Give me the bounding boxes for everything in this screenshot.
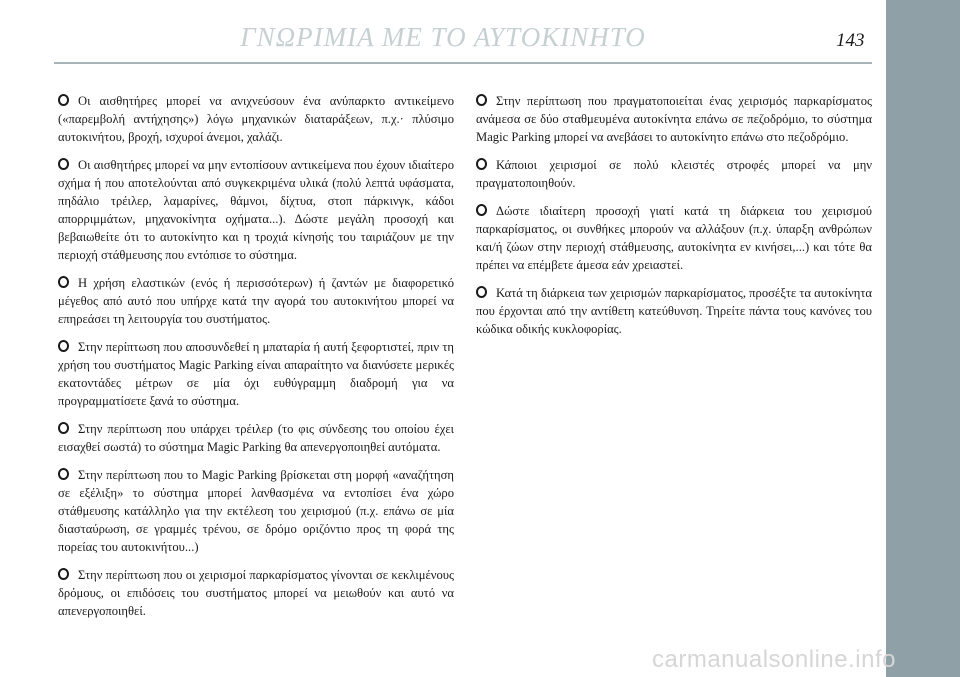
paragraph-text: Κατά τη διάρκεια των χειρισμών παρκαρίσματος, προσέξτε τα αυτοκίνητα που έρχονται από την αντίθετη κατεύθυνση. Τηρείτε πάντα τους κανόνες του κώδικα οδικής κυκλοφορίας. (476, 286, 872, 336)
bullet-paragraph (58, 156, 454, 264)
paragraph-text: Στην περίπτωση που οι χειρισμοί παρκαρίσματος γίνονται σε κεκλιμένους δρόμους, οι επιδόσεις του συστήματος μπορεί να μειωθούν και αυτό να απενεργοποιηθεί. (58, 568, 454, 618)
paragraph-text: Στην περίπτωση που πραγματοποιείται ένας χειρισμός παρκαρίσματος ανάμεσα σε δύο σταθμευμένα αυτοκίνητα επάνω σε πεζοδρόμιο, το σύστημα Magic Parking μπορεί να ανεβάσει το αυτοκίνητο επάνω στο πεζοδρόμιο. (476, 94, 872, 144)
bullet-circle-icon (58, 158, 69, 170)
page-number: 143 (836, 30, 865, 51)
paragraph-text: Οι αισθητήρες μπορεί να μην εντοπίσουν αντικείμενα που έχουν ιδιαίτερο σχήμα ή που αποτελούνται από συγκεκριμένα υλικά (πολύ λεπτά υφάσματα, πηδάλιο τρέιλερ, λαμαρίνες, θάμνοι, δίχτυα, στοπ πάρκινγκ, κάδοι απορριμμάτων, μηχανοκίνητα οχήματα...). Δώστε μεγάλη προσοχή και βεβαιωθείτε ότι το αυτοκίνητο και η τροχιά κίνησής του ταιριάζουν με την περιοχή στάθμευσης που εντόπισε το σύστημα. (58, 158, 454, 262)
bullet-circle-icon (58, 568, 69, 580)
bullet-circle-icon (58, 94, 69, 106)
bullet-paragraph (476, 284, 872, 338)
paragraph-text: Στην περίπτωση που το Magic Parking βρίσκεται στη μορφή «αναζήτηση σε εξέλιξη» το σύστημα μπορεί λανθασμένα να εντοπίσει ένα χώρο στάθμευσης κατάλληλο για την εκτέλεση του χειρισμού (π.χ. επάνω σε μία διασταύρωση, σε γραμμές τρένου, σε δρόμο οριζόντιο προς τη φορά της πορείας του αυτοκινήτου...) (58, 468, 454, 554)
paragraph-text: Στην περίπτωση που υπάρχει τρέιλερ (το φις σύνδεσης του οποίου έχει εισαχθεί σωστά) το σύστημα Magic Parking θα απενεργοποιηθεί αυτόματα. (58, 422, 454, 454)
page-header-title: ΓΝΩΡΙΜΙΑ ΜΕ ΤΟ ΑΥΤΟΚΙΝΗΤΟ (240, 22, 646, 52)
bullet-circle-icon (476, 204, 487, 216)
bullet-circle-icon (58, 422, 69, 434)
bullet-circle-icon (476, 286, 487, 298)
bullet-paragraph (58, 338, 454, 410)
bullet-circle-icon (58, 468, 69, 480)
bullet-paragraph (58, 420, 454, 456)
bullet-paragraph (476, 156, 872, 192)
bullet-circle-icon (58, 340, 69, 352)
paragraph-text: Κάποιοι χειρισμοί σε πολύ κλειστές στροφές μπορεί να μην πραγματοποιηθούν. (476, 158, 872, 190)
side-tab-bar (886, 0, 960, 677)
right-column (476, 92, 872, 348)
bullet-paragraph (58, 566, 454, 620)
bullet-paragraph (58, 466, 454, 556)
paragraph-text: Οι αισθητήρες μπορεί να ανιχνεύσουν ένα ανύπαρκτο αντικείμενο («παρεμβολή αντήχησης») λόγω μηχανικών διαταράξεων, π.χ.· πλύσιμο αυτοκινήτου, βροχή, ισχυροί άνεμοι, χαλάζι. (58, 94, 454, 144)
bullet-circle-icon (58, 276, 69, 288)
watermark-text: carmanualsonline.info (652, 646, 896, 673)
paragraph-text: Στην περίπτωση που αποσυνδεθεί η μπαταρία ή αυτή ξεφορτιστεί, πριν τη χρήση του συστήματος Magic Parking είναι απαραίτητο να διανύσετε μερικές εκατοντάδες μέτρων σε μία όχι ευθύγραμμη διαδρομή για να προγραμματίσετε ξανά το σύστημα. (58, 340, 454, 408)
bullet-circle-icon (476, 94, 487, 106)
bullet-paragraph (58, 92, 454, 146)
header-divider (54, 62, 872, 64)
paragraph-text: Η χρήση ελαστικών (ενός ή περισσότερων) ή ζαντών με διαφορετικό μέγεθος από αυτό που υπήρχε κατά την αγορά του αυτοκινήτου μπορεί να επηρεάσει τη λειτουργία του συστήματος. (58, 276, 454, 326)
bullet-circle-icon (476, 158, 487, 170)
paragraph-text: Δώστε ιδιαίτερη προσοχή γιατί κατά τη διάρκεια του χειρισμού παρκαρίσματος, οι συνθήκες μπορούν να αλλάξουν (π.χ. ύπαρξη ανθρώπων και/ή ζώων στην περιοχή στάθμευσης, αυτοκίνητα εν κινήσει,...) και τότε θα πρέπει να επέμβετε άμεσα εάν χρειαστεί. (476, 204, 872, 272)
bullet-paragraph (476, 92, 872, 146)
left-column (58, 92, 454, 630)
bullet-paragraph (476, 202, 872, 274)
bullet-paragraph (58, 274, 454, 328)
